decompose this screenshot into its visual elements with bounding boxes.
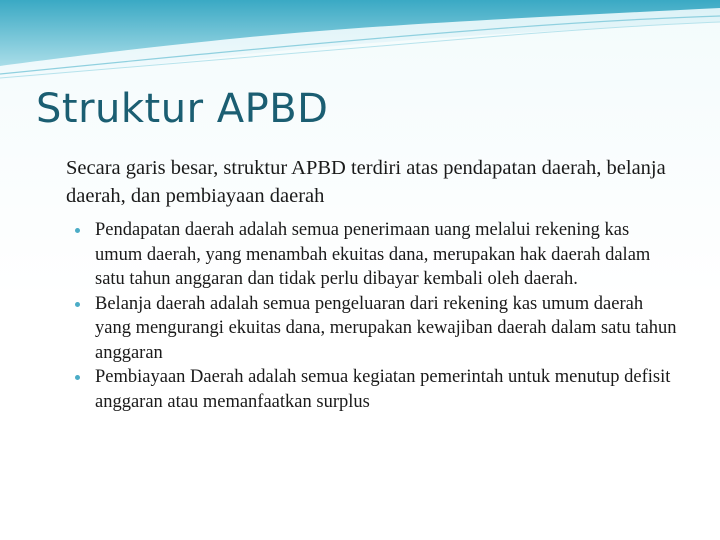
slide-title: Struktur APBD [36, 86, 329, 132]
bullet-list [66, 218, 696, 414]
bullet-dot-icon [75, 375, 80, 380]
header-wave-decoration [0, 0, 720, 90]
bullet-text: Belanja daerah adalah semua pengeluaran dari rekening kas umum daerah yang mengurangi ekuitas dana, merupakan kewajiban daerah dalam satu tahun anggaran [95, 293, 677, 363]
bullet-item-pendapatan [66, 218, 680, 292]
bullet-text: Pembiayaan Daerah adalah semua kegiatan pemerintah untuk menutup defisit anggaran atau memanfaatkan surplus [95, 367, 671, 412]
intro-paragraph: Secara garis besar, struktur APBD terdiri atas pendapatan daerah, belanja daerah, dan pembiayaan daerah [66, 157, 666, 207]
bullet-item-belanja [66, 292, 680, 366]
bullet-item-pembiayaan [66, 365, 680, 414]
bullet-dot-icon [75, 302, 80, 307]
bullet-dot-icon [75, 228, 80, 233]
bullet-text: Pendapatan daerah adalah semua penerimaan uang melalui rekening kas umum daerah, yang menambah ekuitas dana, merupakan hak daerah dalam satu tahun anggaran dan tidak perlu dibayar kembali oleh daerah. [95, 220, 651, 289]
slide-content [66, 154, 696, 414]
